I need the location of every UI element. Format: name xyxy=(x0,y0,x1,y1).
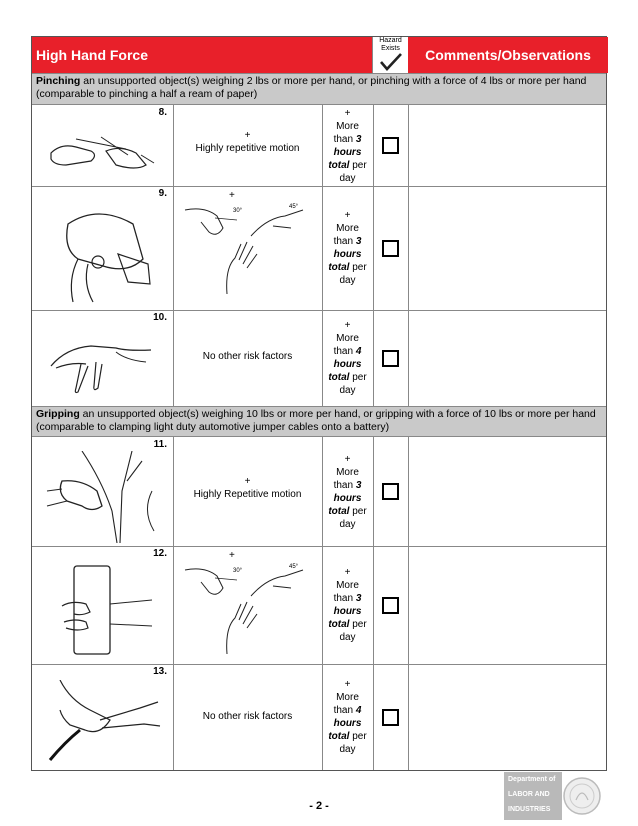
risk-row-10 xyxy=(32,310,606,407)
logo-background xyxy=(504,772,562,820)
per-text: per xyxy=(352,505,367,517)
hazard-cell xyxy=(373,310,409,406)
than-text: than xyxy=(333,479,354,491)
hand-pinching-tool-image xyxy=(48,204,158,304)
duration-threshold xyxy=(322,310,374,406)
hazard-cell xyxy=(373,664,409,770)
pinching-description xyxy=(32,73,606,105)
risk-row-11 xyxy=(32,437,606,547)
hand-gripping-cylinder-image xyxy=(52,564,162,656)
row-number: 13. xyxy=(153,666,167,677)
duration-threshold xyxy=(322,105,374,186)
plus-sign: + xyxy=(244,130,251,141)
more-text: More xyxy=(336,120,359,132)
hours-text: hours xyxy=(333,606,362,617)
more-text: More xyxy=(336,333,359,344)
additional-factor xyxy=(173,437,323,546)
hazard-cell xyxy=(373,186,409,310)
risk-row-13 xyxy=(32,664,606,770)
hazard-checkbox[interactable] xyxy=(382,597,399,614)
section-keyword: Pinching xyxy=(36,75,81,87)
total-text: total xyxy=(328,731,350,742)
hours-number: 3 xyxy=(355,479,362,491)
factor-text: No other risk factors xyxy=(202,711,293,722)
hours-text: hours xyxy=(333,249,362,260)
than-text: than xyxy=(333,236,354,247)
hazard-checkbox[interactable] xyxy=(382,240,399,257)
svg-text:30°: 30° xyxy=(233,568,243,574)
hand-pinch-grip-image xyxy=(46,326,156,396)
hours-number: 3 xyxy=(355,593,362,604)
ergonomics-checklist xyxy=(31,36,607,771)
hours-text: hours xyxy=(333,492,362,504)
section-keyword: Gripping xyxy=(36,408,80,420)
hours-number: 3 xyxy=(355,236,362,247)
comments-cell[interactable] xyxy=(408,437,606,546)
logo-line-1: Department of xyxy=(508,776,556,783)
than-text: than xyxy=(333,705,354,716)
exists-label: Exists xyxy=(381,45,400,52)
gripping-illustration xyxy=(32,437,174,546)
checkmark-icon xyxy=(379,53,403,71)
svg-text:45°: 45° xyxy=(289,204,299,210)
row-number: 12. xyxy=(153,548,167,559)
wrist-posture-image xyxy=(181,558,315,654)
section-title: High Hand Force xyxy=(32,37,373,73)
total-text: total xyxy=(328,262,350,273)
hazard-cell xyxy=(373,546,409,664)
plus-sign: + xyxy=(229,550,235,561)
hand-jumper-cable-clamp-image xyxy=(40,680,164,762)
hands-pinching-image xyxy=(46,125,156,175)
plus-sign: + xyxy=(344,210,351,221)
risk-row-9 xyxy=(32,186,606,311)
duration-threshold xyxy=(322,186,374,310)
logo-line-2: LABOR AND xyxy=(508,791,550,798)
factor-text: Highly repetitive motion xyxy=(195,143,300,154)
more-text: More xyxy=(336,466,359,478)
total-text: total xyxy=(328,372,350,383)
wrist-posture-image xyxy=(181,198,315,294)
duration-threshold xyxy=(322,437,374,546)
hours-number: 4 xyxy=(355,346,362,357)
svg-text:30°: 30° xyxy=(233,208,243,214)
total-text: total xyxy=(328,159,350,171)
hazard-exists-header xyxy=(373,37,409,73)
risk-row-12 xyxy=(32,546,606,665)
per-text: per xyxy=(352,619,367,630)
comments-cell[interactable] xyxy=(408,310,606,406)
day-text: day xyxy=(339,632,356,643)
hand-pruning-shears-image xyxy=(42,451,162,543)
day-text: day xyxy=(339,385,356,396)
additional-factor xyxy=(173,105,323,186)
row-number: 11. xyxy=(153,439,167,450)
row-number: 10. xyxy=(153,312,167,323)
total-text: total xyxy=(328,505,350,517)
hours-text: hours xyxy=(333,146,362,158)
total-text: total xyxy=(328,619,350,630)
page-number: - 2 - xyxy=(309,800,329,812)
svg-text:45°: 45° xyxy=(289,564,299,570)
gripping-illustration xyxy=(32,546,174,664)
comments-cell[interactable] xyxy=(408,546,606,664)
department-logo xyxy=(504,772,604,820)
plus-sign: + xyxy=(344,107,351,119)
hazard-checkbox[interactable] xyxy=(382,709,399,726)
hazard-label: Hazard xyxy=(379,37,402,44)
row-number: 9. xyxy=(158,188,167,199)
gripping-description xyxy=(32,406,606,437)
than-text: than xyxy=(333,593,354,604)
hazard-cell xyxy=(373,437,409,546)
additional-factor xyxy=(173,186,323,310)
risk-row-8 xyxy=(32,105,606,187)
plus-sign: + xyxy=(344,320,351,331)
per-text: per xyxy=(352,372,367,383)
plus-sign: + xyxy=(344,567,351,578)
plus-sign: + xyxy=(344,679,351,690)
plus-sign: + xyxy=(244,476,251,487)
day-text: day xyxy=(339,518,356,530)
more-text: More xyxy=(336,692,359,703)
section-text: an unsupported object(s) weighing 10 lbs or more per hand, or gripping with a force of 10 lbs or more per hand (comparable to clamping light duty automotive jumper cables onto a battery) xyxy=(36,408,596,433)
day-text: day xyxy=(339,744,356,755)
additional-factor xyxy=(173,310,323,406)
than-text: than xyxy=(333,133,354,145)
hazard-checkbox[interactable] xyxy=(382,137,399,154)
section-text: an unsupported object(s) weighing 2 lbs or more per hand, or pinching with a force of 4 lbs or more per hand (comparable to pinching a half a ream of paper) xyxy=(36,75,587,100)
additional-factor xyxy=(173,664,323,770)
hazard-checkbox[interactable] xyxy=(382,483,399,500)
logo-line-3: INDUSTRIES xyxy=(508,806,551,813)
per-text: per xyxy=(352,731,367,742)
row-number: 8. xyxy=(158,107,167,118)
more-text: More xyxy=(336,223,359,234)
duration-threshold xyxy=(322,546,374,664)
hazard-checkbox[interactable] xyxy=(382,350,399,367)
day-text: day xyxy=(339,172,356,184)
plus-sign: + xyxy=(344,453,351,465)
per-text: per xyxy=(352,262,367,273)
duration-threshold xyxy=(322,664,374,770)
factor-text: No other risk factors xyxy=(202,351,293,362)
pinching-illustration xyxy=(32,186,174,310)
hours-text: hours xyxy=(333,718,362,729)
factor-text: Highly Repetitive motion xyxy=(193,489,302,500)
day-text: day xyxy=(339,275,356,286)
gripping-illustration xyxy=(32,664,174,770)
comments-cell[interactable] xyxy=(408,664,606,770)
comments-cell[interactable] xyxy=(408,186,606,310)
pinching-illustration xyxy=(32,310,174,406)
hours-number: 3 xyxy=(355,133,362,145)
additional-factor xyxy=(173,546,323,664)
more-text: More xyxy=(336,580,359,591)
state-seal-icon xyxy=(562,776,602,816)
plus-sign: + xyxy=(229,190,235,201)
hours-text: hours xyxy=(333,359,362,370)
hazard-cell xyxy=(373,105,409,186)
comments-header: Comments/Observations xyxy=(408,37,608,73)
pinching-illustration xyxy=(32,105,174,186)
than-text: than xyxy=(333,346,354,357)
hours-number: 4 xyxy=(355,705,362,716)
comments-cell[interactable] xyxy=(408,105,606,186)
per-text: per xyxy=(352,159,367,171)
